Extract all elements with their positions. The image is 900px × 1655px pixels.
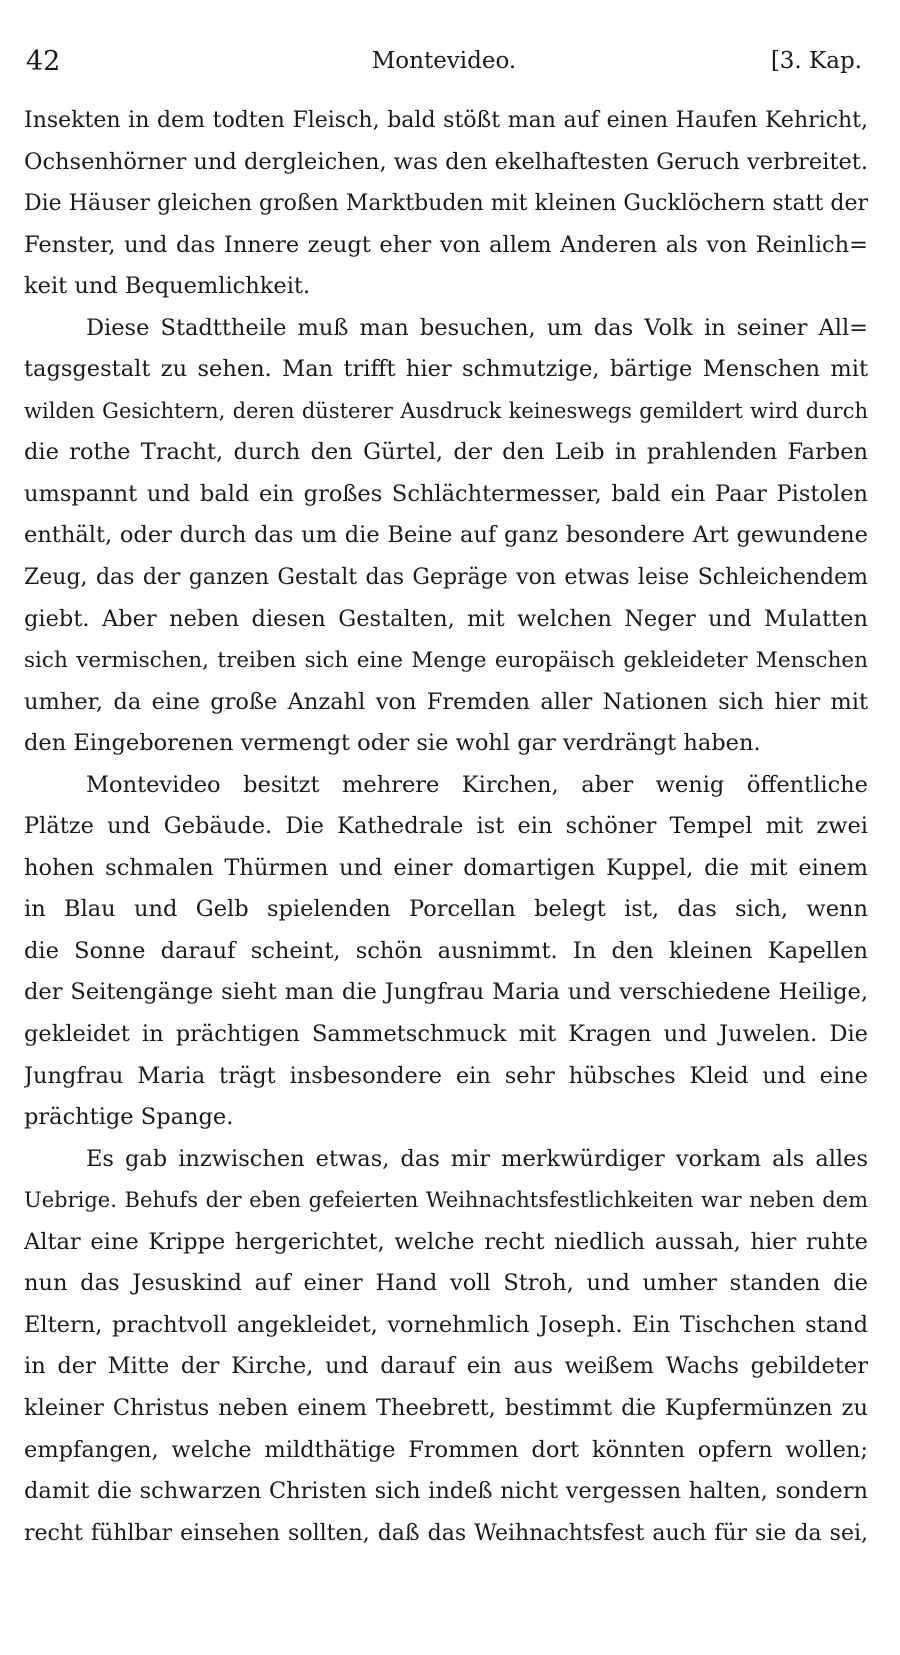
page-header	[26, 40, 862, 80]
body-text	[24, 100, 868, 1554]
text-line: umher, da eine große Anzahl von Fremden aller Nationen sich hier mit	[24, 688, 868, 715]
text-line: gekleidet in prächtigen Sammetschmuck mit Kragen und Juwelen. Die	[24, 1021, 868, 1048]
text-line: recht fühlbar einsehen sollten, daß das Weihnachtsfest auch für sie da sei,	[24, 1520, 868, 1546]
text-line: Ochsenhörner und dergleichen, was den ekelhaftesten Geruch verbreitet.	[24, 148, 868, 175]
text-line: giebt. Aber neben diesen Gestalten, mit welchen Neger und Mulatten	[24, 605, 868, 632]
text-line: prächtige Spange.	[24, 1104, 234, 1131]
text-line: damit die schwarzen Christen sich indeß nicht vergessen halten, sondern	[24, 1478, 868, 1505]
text-line: sich vermischen, treiben sich eine Menge europäisch gekleideter Menschen	[24, 648, 868, 674]
text-line: Eltern, prachtvoll angekleidet, vornehmlich Joseph. Ein Tischchen stand	[24, 1311, 868, 1338]
text-line: Jungfrau Maria trägt insbesondere ein sehr hübsches Kleid und eine	[24, 1062, 868, 1089]
text-line: Uebrige. Behufs der eben gefeierten Weihnachtsfestlichkeiten war neben dem	[24, 1188, 868, 1213]
chapter-marker: [3. Kap.	[770, 48, 862, 74]
text-line: hohen schmalen Thürmen und einer domartigen Kuppel, die mit einem	[24, 854, 868, 881]
paragraph-start-line: Es gab inzwischen etwas, das mir merkwürdiger vorkam als alles	[86, 1145, 868, 1172]
page-number: 42	[26, 46, 61, 77]
text-line: Altar eine Krippe hergerichtet, welche recht niedlich aussah, hier ruhte	[24, 1228, 868, 1255]
text-line: Fenster, und das Innere zeugt eher von allem Anderen als von Reinlich=	[24, 231, 868, 258]
text-line: Plätze und Gebäude. Die Kathedrale ist ein schöner Tempel mit zwei	[24, 813, 868, 840]
paragraph-start-line: Montevideo besitzt mehrere Kirchen, aber wenig öffentliche	[86, 771, 868, 798]
text-line: in der Mitte der Kirche, und darauf ein aus weißem Wachs gebildeter	[24, 1353, 868, 1380]
text-line: Die Häuser gleichen großen Marktbuden mit kleinen Gucklöchern statt der	[24, 191, 868, 217]
text-line: tagsgestalt zu sehen. Man trifft hier schmutzige, bärtige Menschen mit	[24, 356, 868, 383]
text-line: die rothe Tracht, durch den Gürtel, der den Leib in prahlenden Farben	[24, 439, 868, 466]
paragraph-start-line: Diese Stadttheile muß man besuchen, um das Volk in seiner All=	[86, 314, 868, 341]
running-title: Montevideo.	[371, 48, 517, 74]
text-line: enthält, oder durch das um die Beine auf ganz besondere Art gewundene	[24, 522, 868, 549]
text-line: empfangen, welche mildthätige Frommen dort könnten opfern wollen;	[24, 1436, 868, 1463]
text-line: umspannt und bald ein großes Schlächtermesser, bald ein Paar Pistolen	[24, 480, 868, 507]
text-line: kleiner Christus neben einem Theebrett, bestimmt die Kupfermünzen zu	[24, 1394, 868, 1421]
text-line: die Sonne darauf scheint, schön ausnimmt. In den kleinen Kapellen	[24, 937, 868, 964]
text-line: keit und Bequemlichkeit.	[24, 273, 311, 300]
text-line: der Seitengänge sieht man die Jungfrau Maria und verschiedene Heilige,	[24, 979, 868, 1006]
text-line: nun das Jesuskind auf einer Hand voll Stroh, und umher standen die	[24, 1270, 868, 1297]
text-line: in Blau und Gelb spielenden Porcellan belegt ist, das sich, wenn	[24, 896, 868, 923]
text-line: Zeug, das der ganzen Gestalt das Gepräge von etwas leise Schleichendem	[24, 565, 868, 591]
text-line: wilden Gesichtern, deren düsterer Ausdruck keineswegs gemildert wird durch	[24, 398, 868, 423]
text-line: Insekten in dem todten Fleisch, bald stößt man auf einen Haufen Kehricht,	[24, 108, 868, 133]
text-line: den Eingeborenen vermengt oder sie wohl gar verdrängt haben.	[24, 730, 761, 757]
